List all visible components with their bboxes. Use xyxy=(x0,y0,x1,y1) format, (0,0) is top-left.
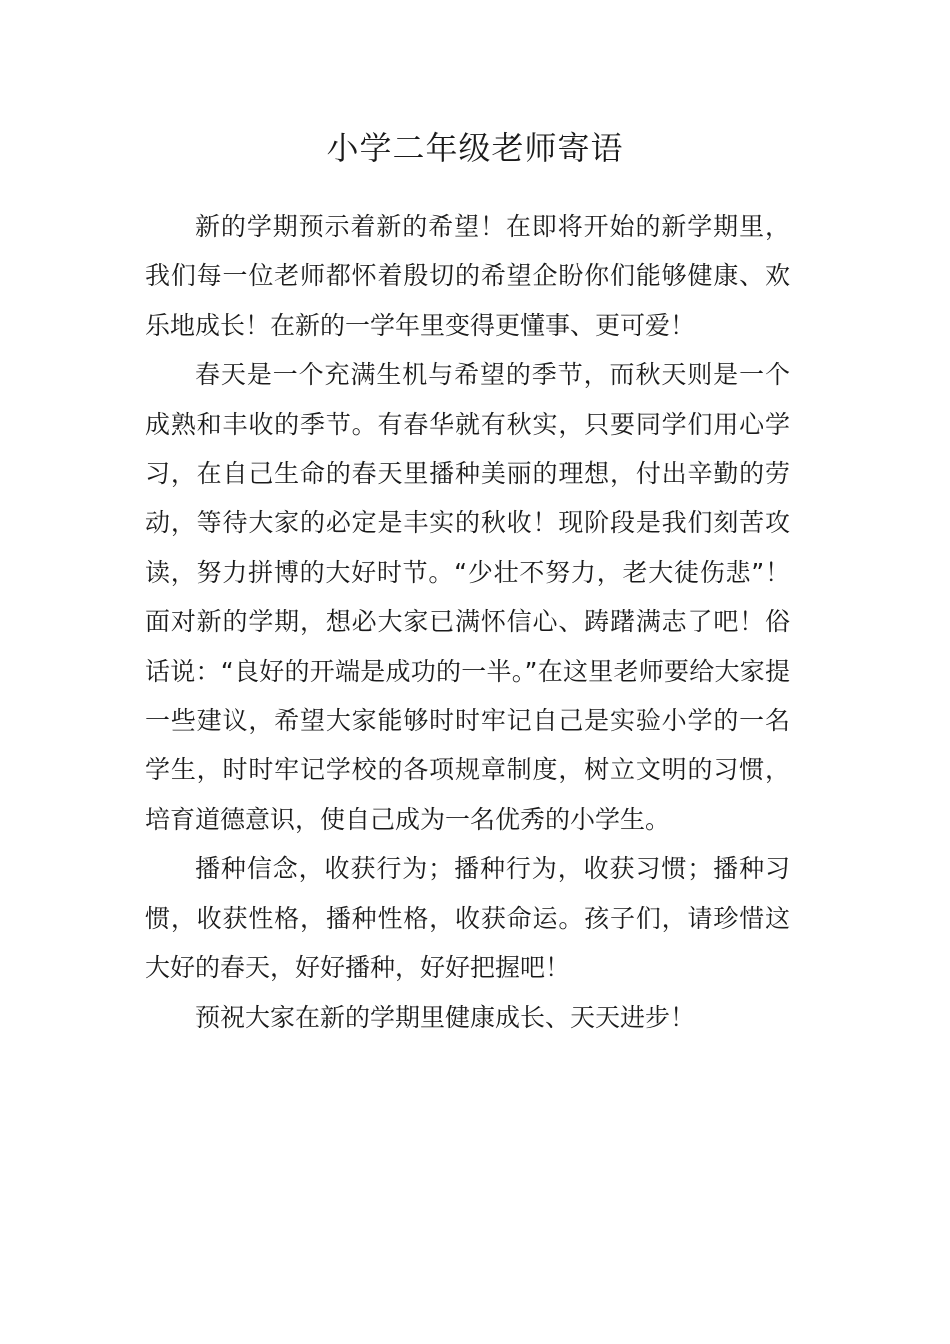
document-title: 小学二年级老师寄语 xyxy=(326,129,624,167)
paragraph-1: 新的学期预示着新的希望！在即将开始的新学期里，我们每一位老师都怀着殷切的希望企盼你们能够健康、欢乐地成长！在新的一学年里变得更懂事、更可爱！ xyxy=(145,212,790,340)
paragraph-2: 春天是一个充满生机与希望的季节，而秋天则是一个成熟和丰收的季节。有春华就有秋实，只要同学们用心学习，在自己生命的春天里播种美丽的理想，付出辛勤的劳动，等待大家的必定是丰实的秋收！现阶段是我们刻苦攻读，努力拼博的大好时节。“少壮不努力，老大徒伤悲”！ 面对新的学期，想必大家已满怀信心、踌躇满志了吧！俗话说：“良好的开端是成功的一半。”在这里老师要给大家提一些建议，希望大家能够时时牢记自己是实验小学的一名学生，时时牢记学校的各项规章制度，树立文明的习惯，培育道德意识，使自己成为一名优秀的小学生。 xyxy=(145,360,790,834)
paragraph-4: 预祝大家在新的学期里健康成长、天天进步！ xyxy=(195,1002,696,1032)
paragraph-3: 播种信念，收获行为；播种行为，收获习惯；播种习惯，收获性格，播种性格，收获命运。孩子们，请珍惜这大好的春天，好好播种，好好把握吧！ xyxy=(145,854,790,983)
document-body xyxy=(145,202,790,1042)
